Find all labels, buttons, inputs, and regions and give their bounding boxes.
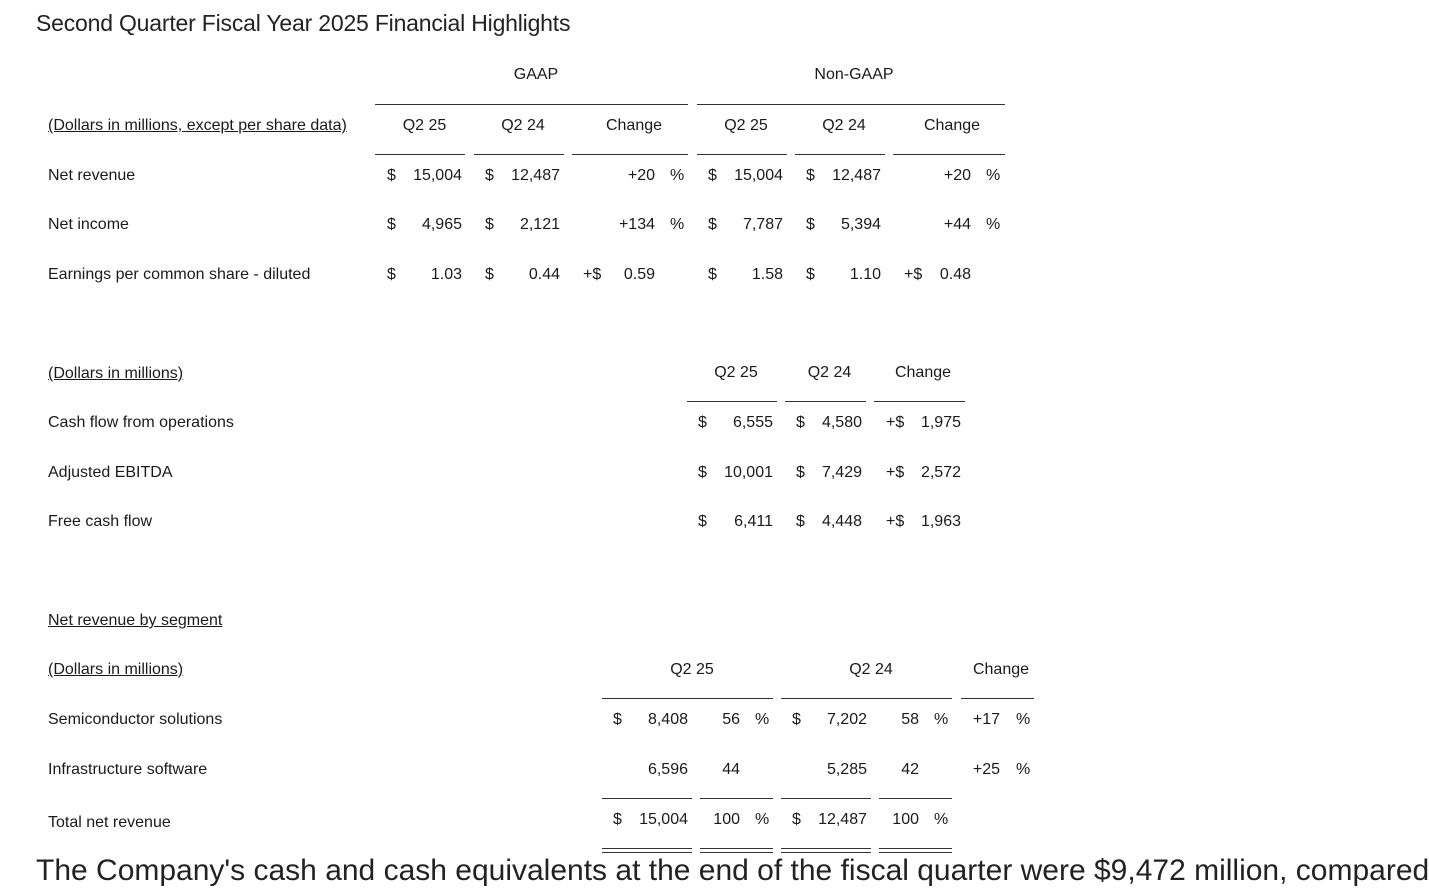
percent-symbol: % [986,167,1001,184]
value: 7,429 [821,464,862,481]
value: 12,487 [818,811,867,828]
col-header: Q2 25 [714,364,758,381]
value: 6,596 [647,761,688,778]
gaap-header: GAAP [513,66,559,83]
value: 8,408 [647,711,688,728]
change-value: +44 [943,216,971,233]
col-header: Change [923,117,981,134]
currency-symbol: $ [708,266,717,283]
row-label: Semiconductor solutions [48,711,223,728]
col-header: Q2 25 [670,661,714,678]
currency-symbol: $ [796,414,805,431]
col-rule [474,154,564,155]
change-value: +17 [972,711,1000,728]
col-header: Q2 24 [822,117,866,134]
percent-symbol: % [670,216,685,233]
currency-symbol: $ [708,216,717,233]
subtotal-rule [602,798,692,799]
change-value: 0.59 [623,266,655,283]
change-value: 2,572 [920,464,961,481]
percent-value: 100 [713,811,740,828]
currency-symbol: $ [698,414,707,431]
table-caption: (Dollars in millions) [48,365,184,382]
currency-symbol: $ [387,167,396,184]
total-double-rule [602,848,692,853]
currency-symbol: $ [806,266,815,283]
currency-symbol: $ [485,167,494,184]
currency-symbol: $ [387,266,396,283]
currency-symbol: $ [698,464,707,481]
value: 7,202 [826,711,867,728]
percent-symbol: % [1016,711,1031,728]
percent-value: 100 [892,811,919,828]
value: 4,965 [421,216,462,233]
value: 1.03 [430,266,462,283]
currency-symbol: $ [796,513,805,530]
value: 4,580 [821,414,862,431]
change-value: 1,975 [920,414,961,431]
col-header: Change [972,661,1030,678]
change-value: 0.48 [939,266,971,283]
currency-symbol: $ [792,711,801,728]
value: 6,411 [734,513,773,530]
value: 1.10 [849,266,881,283]
percent-symbol: % [934,811,949,828]
col-rule [795,154,885,155]
change-value: 1,963 [920,513,961,530]
currency-symbol: $ [387,216,396,233]
section-heading: Net revenue by segment [48,612,223,629]
change-value: +20 [627,167,655,184]
change-value: +20 [943,167,971,184]
percent-symbol: % [755,811,770,828]
row-label: Adjusted EBITDA [48,464,173,481]
percent-symbol: % [1016,761,1031,778]
currency-symbol: $ [806,216,815,233]
row-label: Infrastructure software [48,761,208,778]
percent-symbol: % [755,711,770,728]
col-rule [375,154,465,155]
currency-symbol: $ [485,266,494,283]
currency-symbol: $ [485,216,494,233]
col-rule [572,154,688,155]
col-header: Q2 25 [724,117,768,134]
col-rule [697,154,787,155]
col-rule [893,154,1005,155]
currency-symbol: +$ [583,266,602,283]
row-label: Free cash flow [48,513,153,530]
col-rule [961,698,1034,699]
col-header: Q2 24 [807,364,852,381]
subtotal-rule [781,798,871,799]
non-gaap-rule [697,104,1005,105]
value: 0.44 [528,266,560,283]
value: 5,285 [826,761,867,778]
col-rule [602,698,773,699]
row-label: Earnings per common share - diluted [48,266,311,283]
col-rule [687,401,777,402]
value: 12,487 [511,167,560,184]
value: 5,394 [840,216,881,233]
subtotal-rule [879,798,952,799]
percent-value: 58 [901,711,919,728]
table-caption: (Dollars in millions) [48,661,184,678]
col-header: Q2 25 [402,117,447,134]
currency-symbol: $ [613,711,622,728]
col-rule [781,698,952,699]
total-double-rule [700,848,773,853]
row-label: Total net revenue [48,814,171,831]
percent-value: 42 [901,761,919,778]
currency-symbol: +$ [886,513,905,530]
currency-symbol: +$ [886,414,905,431]
currency-symbol: $ [708,167,717,184]
currency-symbol: $ [792,811,801,828]
row-label: Net income [48,216,129,233]
value: 2,121 [519,216,560,233]
value: 15,004 [734,167,783,184]
percent-symbol: % [934,711,949,728]
row-label: Net revenue [48,167,136,184]
total-double-rule [781,848,871,853]
row-label: Cash flow from operations [48,414,234,431]
col-header: Change [605,117,663,134]
percent-value: 56 [722,711,740,728]
col-rule [874,401,965,402]
currency-symbol: $ [698,513,707,530]
gaap-rule [375,104,688,105]
trailing-paragraph: The Company's cash and cash equivalents at the end of the fiscal quarter were $9,472 million, compared [36,854,1429,887]
value: 6,555 [732,414,773,431]
page-title: Second Quarter Fiscal Year 2025 Financial Highlights [36,10,571,36]
currency-symbol: $ [806,167,815,184]
currency-symbol: $ [796,464,805,481]
value: 12,487 [832,167,881,184]
change-value: +25 [972,761,1000,778]
value: 4,448 [821,513,862,530]
currency-symbol: +$ [904,266,923,283]
col-rule [785,401,866,402]
currency-symbol: $ [613,811,622,828]
total-double-rule [879,848,952,853]
percent-value: 44 [722,761,740,778]
col-header: Q2 24 [849,661,893,678]
subtotal-rule [700,798,773,799]
col-header: Change [894,364,952,381]
table-caption: (Dollars in millions, except per share data) [48,117,347,134]
non-gaap-header: Non-GAAP [814,66,894,83]
value: 15,004 [639,811,688,828]
currency-symbol: +$ [886,464,905,481]
value: 7,787 [742,216,783,233]
value: 15,004 [413,167,462,184]
col-header: Q2 24 [501,117,545,134]
value: 1.58 [751,266,783,283]
change-value: +134 [618,216,655,233]
percent-symbol: % [670,167,685,184]
percent-symbol: % [986,216,1001,233]
value: 10,001 [724,464,773,481]
